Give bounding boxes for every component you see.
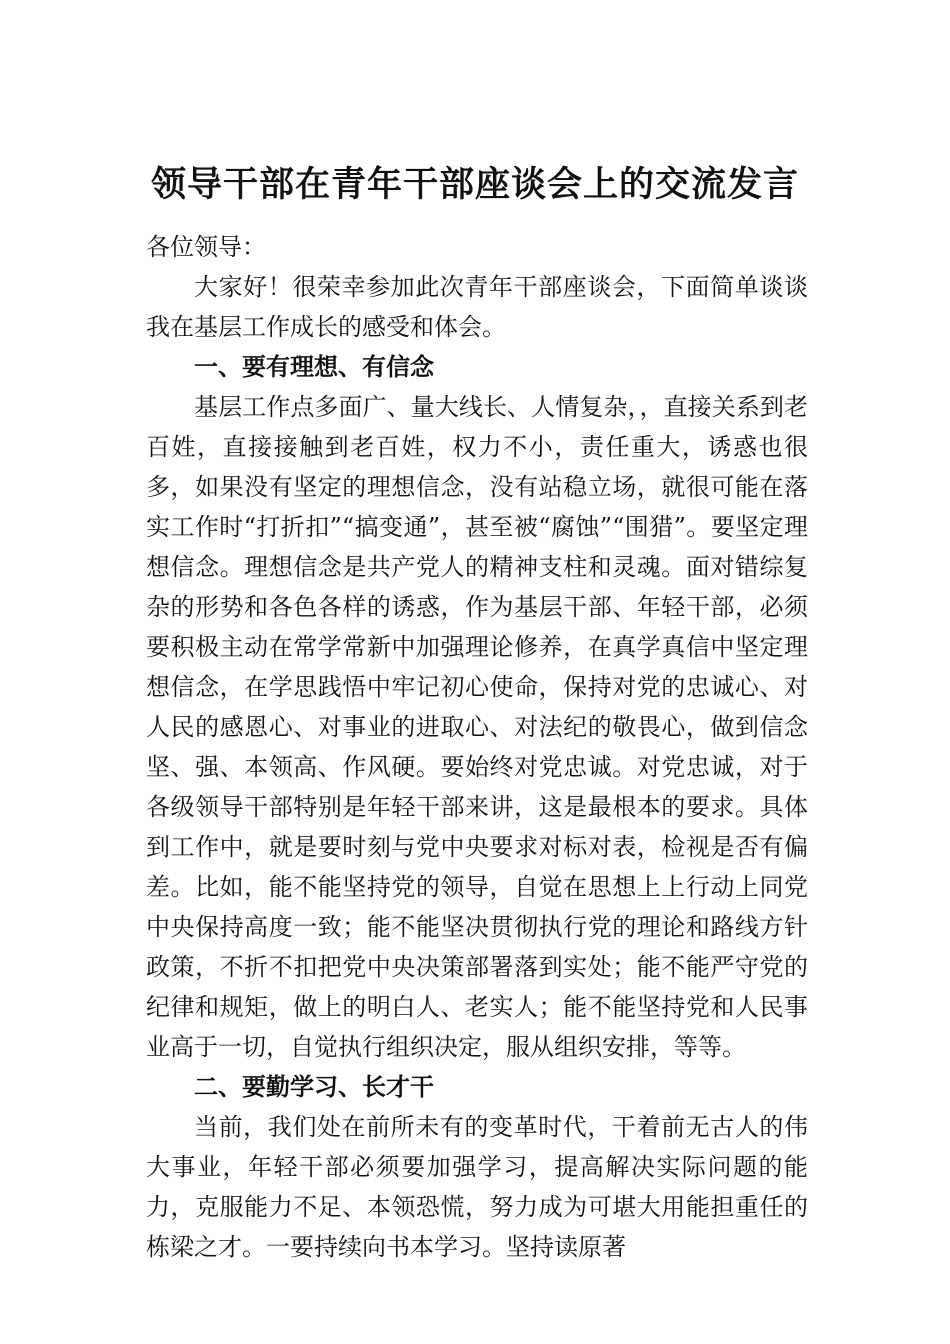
section-paragraph-2: 当前，我们处在前所未有的变革时代，干着前无古人的伟大事业，年轻干部必须要加强学习，提高解决实际问题的能力，克服能力不足、本领恐慌，努力成为可堪大用能担重任的栋梁之才。一要持续向书本学习。坚持读原著 [146,1113,808,1261]
salutation: 各位领导： [146,233,266,261]
section-heading-2: 二、要勤学习、长才干 [194,1073,434,1101]
section-paragraph-1: 基层工作点多面广、量大线长、人情复杂，，直接关系到老百姓，直接接触到老百姓，权力不小，责任重大，诱惑也很多，如果没有坚定的理想信念，没有站稳立场，就很可能在落实工作时“打折扣”“搞变通”，甚至被“腐蚀”“围猎”。要坚定理想信念。理想信念是共产党人的精神支柱和灵魂。面对错综复杂的形势和各色各样的诱惑，作为基层干部、年轻干部，必须要积极主动在常学常新中加强理论修养，在真学真信中坚定理想信念，在学思践悟中牢记初心使命，保持对党的忠诚心、对人民的感恩心、对事业的进取心、对法纪的敬畏心，做到信念坚、强、本领高、作风硬。要始终对党忠诚。对党忠诚，对于各级领导干部特别是年轻干部来讲，这是最根本的要求。具体到工作中，就是要时刻与党中央要求对标对表，检视是否有偏差。比如，能不能坚持党的领导，自觉在思想上上行动上同党中央保持高度一致；能不能坚决贯彻执行党的理论和路线方针政策，不折不扣把党中央决策部署落到实处；能不能严守党的纪律和规矩，做上的明白人、老实人；能不能坚持党和人民事业高于一切，自觉执行组织决定，服从组织安排，等等。 [146,393,808,1061]
opening-paragraph: 大家好！很荣幸参加此次青年干部座谈会，下面简单谈谈我在基层工作成长的感受和体会。 [146,273,808,341]
document-title: 领导干部在青年干部座谈会上的交流发言 [150,164,799,205]
section-heading-1: 一、要有理想、有信念 [194,353,434,381]
document-body [146,227,808,1267]
